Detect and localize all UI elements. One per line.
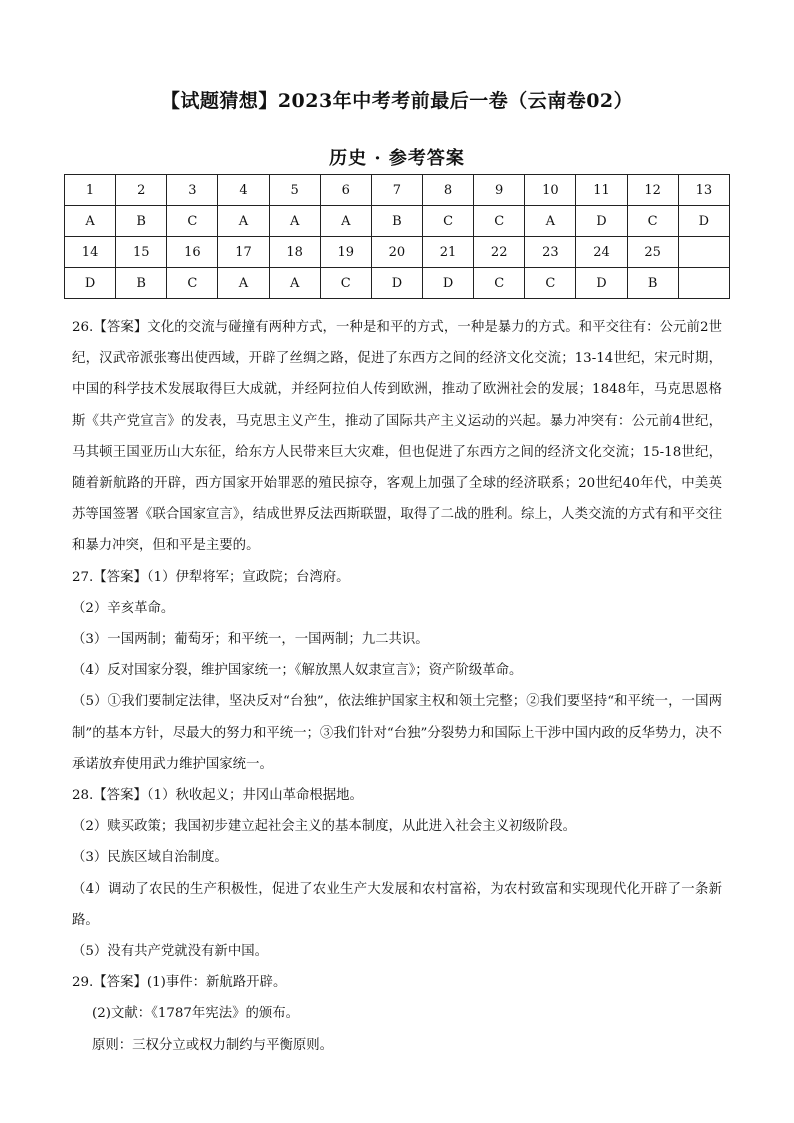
table-cell: 10: [525, 175, 576, 206]
table-cell: A: [320, 206, 371, 237]
table-cell: D: [678, 206, 729, 237]
table-cell: 5: [269, 175, 320, 206]
table-cell: 9: [474, 175, 525, 206]
answer-table: [64, 174, 730, 299]
table-cell: 16: [167, 237, 218, 268]
table-cell: C: [422, 206, 473, 237]
table-cell: 1: [65, 175, 116, 206]
answer-28-1: 28.【答案】（1）秋收起义；井冈山革命根据地。: [72, 788, 363, 804]
table-cell: 23: [525, 237, 576, 268]
answer-27-3: （3）一国两制；葡萄牙；和平统一，一国两制；九二共识。: [72, 632, 429, 648]
table-cell: C: [627, 206, 678, 237]
table-cell: 19: [320, 237, 371, 268]
table-cell: 4: [218, 175, 269, 206]
table-cell: 13: [678, 175, 729, 206]
page-title: 【试题猜想】2023年中考考前最后一卷（云南卷02）: [160, 90, 634, 112]
table-cell: 21: [422, 237, 473, 268]
table-cell: C: [474, 268, 525, 299]
table-cell: C: [320, 268, 371, 299]
table-cell: 6: [320, 175, 371, 206]
table-row: [65, 206, 730, 237]
table-cell: 24: [576, 237, 627, 268]
table-cell: A: [525, 206, 576, 237]
answer-29-2: (2)文献：《1787年宪法》的颁布。: [92, 1006, 300, 1022]
table-cell: 22: [474, 237, 525, 268]
table-cell: 11: [576, 175, 627, 206]
table-cell: 14: [65, 237, 116, 268]
answer-26: 26.【答案】文化的交流与碰撞有两种方式，一种是和平的方式，一种是暴力的方式。和平交往有：公元前2世纪，汉武帝派张骞出使西域，开辟了丝绸之路，促进了东西方之间的经济文化交流；13-14世纪，宋元时期，中国的科学技术发展取得巨大成就，并经阿拉伯人传到欧洲，推动了欧洲社会的发展；1848年，马克思恩格斯《共产党宣言》的发表，马克思主义产生，推动了国际共产主义运动的兴起。暴力冲突有：公元前4世纪，马其顿王国亚历山大东征，给东方人民带来巨大灾难，但也促进了东西方之间的经济文化交流；15-18世纪，随着新航路的开辟，西方国家开始罪恶的殖民掠夺，客观上加强了全球的经济联系；20世纪40年代，中美英苏等国签署《联合国家宣言》，结成世界反法西斯联盟，取得了二战的胜利。综上，人类交流的方式有和平交往和暴力冲突，但和平是主要的。: [72, 320, 722, 554]
table-cell: A: [65, 206, 116, 237]
table-cell: C: [167, 206, 218, 237]
table-cell: C: [525, 268, 576, 299]
table-cell: 15: [116, 237, 167, 268]
table-row: [65, 237, 730, 268]
table-cell: A: [269, 206, 320, 237]
table-row: [65, 268, 730, 299]
table-cell: B: [116, 268, 167, 299]
table-cell: B: [627, 268, 678, 299]
table-cell: 20: [371, 237, 422, 268]
table-row: [65, 175, 730, 206]
table-cell: [678, 237, 729, 268]
table-cell: A: [269, 268, 320, 299]
table-cell: A: [218, 206, 269, 237]
table-cell: 2: [116, 175, 167, 206]
table-cell: 18: [269, 237, 320, 268]
table-cell: D: [422, 268, 473, 299]
table-cell: 3: [167, 175, 218, 206]
table-cell: D: [371, 268, 422, 299]
answer-28-3: （3）民族区域自治制度。: [72, 850, 228, 866]
answer-29-1: 29.【答案】(1)事件：新航路开辟。: [72, 975, 287, 991]
answer-27-5: （5）①我们要制定法律，坚决反对“台独”，依法维护国家主权和领土完整；②我们要坚持“和平统一，一国两制”的基本方针，尽最大的努力和平统一；③我们针对“台独”分裂势力和国际上干涉中国内政的反华势力，决不承诺放弃使用武力维护国家统一。: [72, 694, 722, 772]
answer-29-principle: 原则：三权分立或权力制约与平衡原则。: [92, 1037, 334, 1053]
answer-27-4: （4）反对国家分裂，维护国家统一；《解放黑人奴隶宣言》；资产阶级革命。: [72, 663, 523, 679]
table-cell: B: [116, 206, 167, 237]
table-cell: [678, 268, 729, 299]
table-cell: A: [218, 268, 269, 299]
table-cell: D: [576, 268, 627, 299]
answer-28-4: （4）调动了农民的生产积极性，促进了农业生产大发展和农村富裕，为农村致富和实现现代化开辟了一条新路。: [72, 881, 722, 928]
table-cell: C: [474, 206, 525, 237]
table-cell: 17: [218, 237, 269, 268]
table-cell: D: [576, 206, 627, 237]
answer-28-2: （2）赎买政策；我国初步建立起社会主义的基本制度，从此进入社会主义初级阶段。: [72, 819, 576, 835]
answer-27-2: （2）辛亥革命。: [72, 600, 175, 616]
table-cell: C: [167, 268, 218, 299]
answer-28-5: （5）没有共产党就没有新中国。: [72, 944, 268, 960]
table-cell: 8: [422, 175, 473, 206]
table-cell: D: [65, 268, 116, 299]
table-cell: 7: [371, 175, 422, 206]
table-cell: 25: [627, 237, 678, 268]
answer-27-1: 27.【答案】（1）伊犁将军；宣政院；台湾府。: [72, 569, 350, 585]
page-subtitle: 历史 · 参考答案: [329, 148, 465, 169]
answer-content: [72, 312, 722, 1061]
table-cell: B: [371, 206, 422, 237]
table-cell: 12: [627, 175, 678, 206]
